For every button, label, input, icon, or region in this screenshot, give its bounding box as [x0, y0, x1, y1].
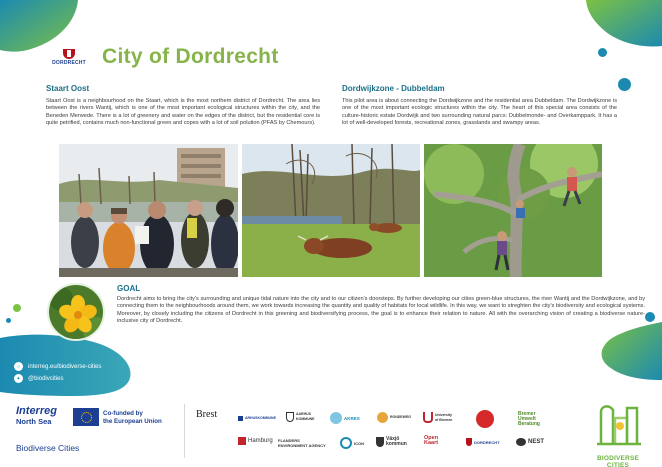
partner-name: ARHUSKOMMUNE: [245, 416, 276, 420]
partner-logo-bremer-umwelt: [518, 412, 554, 427]
partner-name: Brest: [196, 409, 218, 420]
interreg-sub: North Sea: [16, 417, 52, 426]
deco-dot: [13, 304, 21, 312]
interreg-logo: [16, 406, 57, 426]
page-header: [46, 40, 279, 74]
partner-name: Open Kaart: [424, 435, 439, 446]
cofund-line-2: the European Union: [103, 417, 162, 425]
castle-icon: [238, 437, 246, 445]
photo-highland-cattle: [242, 144, 420, 277]
footer-divider: [184, 404, 185, 458]
biodiverse-cities-logo-text: BIODIVERSE CITIES: [596, 455, 640, 467]
section-text-staart-oost: Staart Oost is a neighbourhood on the Staart, which is the most northern district of Dordrecht. The area lies between the rivers Wantij, which is one of the most important ecological structures within the city, and the Beneden Merwede. There is a lot of greenery and water on the edges of the district, but the residential core is quite petrified, contains much non-functional green and copes with a lot of soil polution (PFAS by Chemours).: [46, 98, 320, 126]
crown-icon: [238, 416, 243, 421]
partner-logo-rondeweg: [377, 412, 411, 423]
partner-name: Växjö kommun: [386, 436, 407, 447]
partner-name: AKRES: [344, 415, 360, 421]
partner-logo-uni-bremen: [423, 412, 455, 423]
dordrecht-logo-text: DORDRECHT: [52, 59, 86, 66]
cofund-text: [103, 410, 162, 425]
twitter-handle[interactable]: @biodivcities: [28, 375, 64, 382]
website-link[interactable]: interreg.eu/biodiverse-cities: [28, 363, 102, 370]
shield-icon: [466, 438, 472, 446]
section-title-dordwijkzone: Dordwijkzone - Dubbeldam: [342, 84, 445, 93]
crest-icon: [376, 437, 384, 447]
partner-logo-dordrecht: [466, 438, 500, 446]
partner-logo-hamburg: [238, 437, 273, 445]
right-mid-blob: [598, 322, 662, 380]
akres-icon: [330, 412, 342, 424]
page-title: City of Dordrecht: [102, 45, 279, 68]
badge-icon: [377, 412, 388, 423]
icon-circle-icon: [340, 437, 352, 449]
cofund-line-1: Co-funded by: [103, 410, 143, 417]
photo-group-of-people: [59, 144, 238, 277]
top-right-blob: [584, 0, 662, 50]
biodiverse-cities-logo: [586, 400, 650, 467]
globe-icon: ○: [14, 362, 23, 371]
contact-website[interactable]: [14, 362, 101, 371]
twitter-icon: ✦: [14, 374, 23, 383]
section-text-dordwijkzone: This pilot area is about connecting the Dordwijkzone and the residential area Dubbeldam. The Dordwijkzone is one of the most important ecologic structures within the city. The heart of this special area consists of the culture-historic estate Dordwijk and two surrounding natural parcs: Dubbelmonde- and Overkamppark. It has a lot of well-developed forests, recreational zones, grasslands and swampy areas.: [342, 98, 617, 126]
deco-dot: [6, 318, 11, 323]
emblem-icon: [286, 412, 294, 422]
shield-icon: [63, 49, 75, 59]
partner-name: FLANDERS ENVIRONMENT AGENCY: [278, 438, 326, 448]
partner-name: Bremer Umwelt Beratung: [518, 411, 540, 427]
u-icon: [423, 412, 433, 423]
partner-logo-vaxjo: [376, 437, 410, 447]
partner-name: NEST: [528, 438, 545, 445]
photo-children-in-tree: [424, 144, 602, 277]
interreg-name: Interreg: [16, 405, 57, 417]
partner-logo-arhuskommune: [238, 416, 276, 421]
partner-name: AARHUS KOMMUNE: [296, 412, 315, 421]
partner-name: ICON: [354, 440, 364, 446]
partner-logo-nest: [516, 438, 544, 446]
section-title-staart-oost: Staart Oost: [46, 84, 90, 93]
goal-flower-photo: [47, 283, 105, 341]
partner-logo-brest: [196, 409, 218, 420]
deco-dot: [645, 312, 655, 322]
project-name: Biodiverse Cities: [16, 443, 80, 453]
partner-name: Hamburg: [248, 437, 273, 444]
partner-name: DORDRECHT: [474, 439, 500, 445]
deco-dot: [618, 78, 631, 91]
partner-logo-icon: [340, 437, 364, 449]
partner-name: University of Bremen: [435, 412, 453, 422]
partner-name: RONDEWEG: [390, 415, 411, 419]
partner-logo-red-square: [476, 410, 496, 428]
eu-flag-icon: [73, 408, 99, 426]
partner-logo-aarhus: [286, 412, 326, 422]
goal-title: GOAL: [117, 284, 141, 293]
nest-icon: [516, 438, 526, 446]
red-square-icon: [476, 410, 494, 428]
biodiverse-cities-emblem-icon: [593, 400, 643, 450]
goal-text: Dordrecht aims to bring the city's surrounding and unique tidal nature into the city and to our citizen's doorsteps. By further developing our cities green-blue structures, the river Wantij and the Dordwijkzone, and by connecting them to the neighbourhoods around them, we work towards increasing the quantity and quality of habitats for local wildlife. In this way, we want to streghten the city's biodiversity and ecological systems. Moreover, by closely including the citizens of Dordrecht in this greening and biodiversifying process, the goal is to enhance their relation to nature. All with the overarching vision of creating a biodiverse nature-inclusive city of Dordrecht.: [117, 296, 645, 324]
contact-twitter[interactable]: [14, 374, 63, 383]
partner-logo-flanders: [278, 438, 326, 448]
dordrecht-logo: [46, 46, 92, 68]
partner-logo-open-kaart: [424, 436, 444, 446]
deco-dot: [598, 48, 607, 57]
partner-logo-akres: [330, 412, 360, 424]
